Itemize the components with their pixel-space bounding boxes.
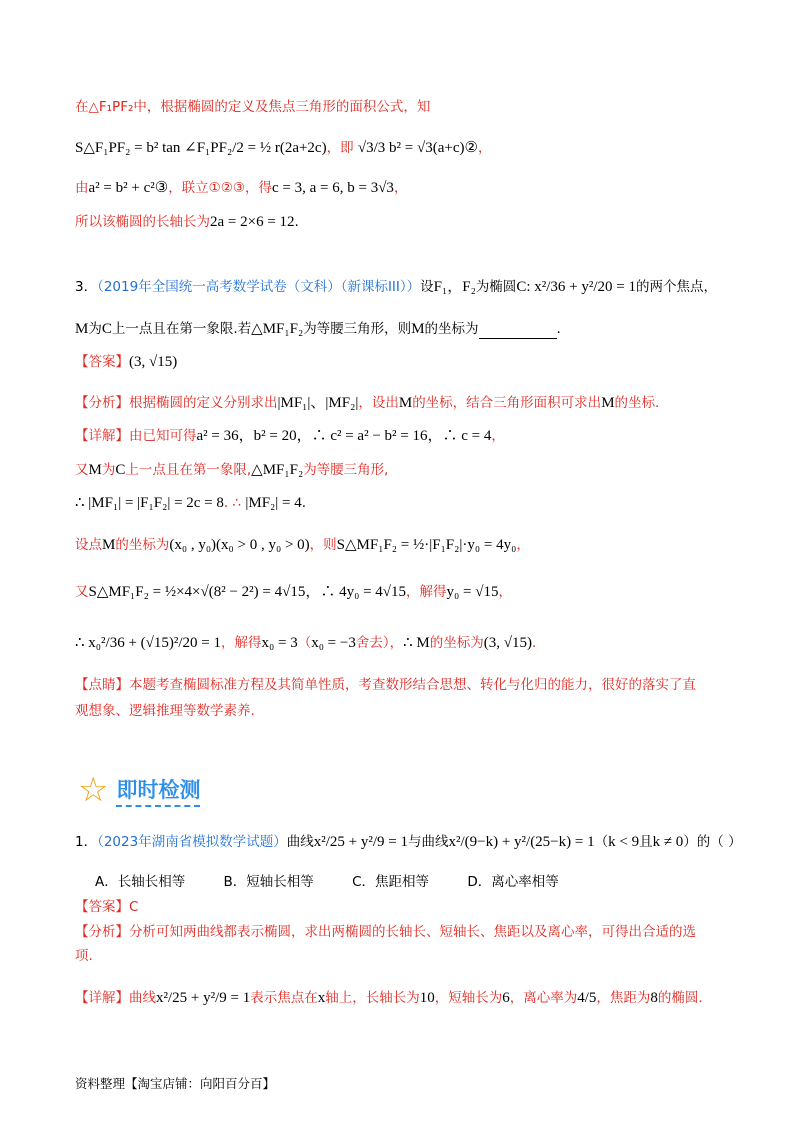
question-3-stem-line-1 [75, 277, 740, 297]
question-3-analysis [75, 393, 740, 413]
math: k ≠ 0 [652, 834, 684, 850]
text: 与曲线 [407, 834, 449, 850]
detail-line-6 [75, 633, 740, 653]
detail-line-2 [75, 460, 740, 480]
question-source: （2023年湖南省模拟数学试题） [97, 834, 287, 850]
text: 轴上，长轴长为 [325, 990, 420, 1006]
answer-tag: 【答案】 [75, 354, 129, 370]
math: M [398, 395, 413, 411]
text: （ [594, 834, 609, 850]
text: ，联立①②③，得 [168, 180, 272, 196]
prev-solution-line-2 [75, 138, 740, 158]
text: 的两个焦点， [635, 279, 717, 295]
text: 为等腰三角形，则 [303, 321, 412, 337]
answer-value: (3, √15) [129, 354, 178, 370]
punct: ， [491, 428, 505, 444]
prev-solution-line-4 [75, 212, 740, 232]
analysis-tag: 【分析】 [75, 395, 129, 411]
math: ∴ |MF₁| = |F₁F₂| = 2c = 8 [75, 495, 224, 511]
text: 表示焦点在 [250, 990, 318, 1006]
analysis-tag: 【分析】 [75, 924, 129, 940]
detail-line-4 [75, 535, 740, 555]
math: S△MF₁F₂ = ½·|F₁F₂|·y₀ = 4y₀ [336, 537, 517, 553]
math: 4/5 [577, 990, 597, 1006]
text: . ∴ [223, 495, 242, 511]
question-number: 1． [75, 834, 98, 850]
major-axis-result: 2a = 2×6 = 12 [210, 214, 295, 230]
math: M [88, 462, 102, 478]
math: △MF₁F₂ [251, 321, 304, 337]
text: 为 [88, 321, 102, 337]
connector-text: ，即 [326, 140, 354, 156]
text: 舍去）， [355, 635, 404, 651]
text: 由 [75, 180, 89, 196]
text: 的坐标为 [429, 635, 484, 651]
comment-line-1 [75, 675, 740, 695]
math: (x₀ , y₀)(x₀ > 0 , y₀ > 0) [169, 537, 310, 553]
math: △MF₁F₂ [251, 462, 304, 478]
answer-value: C [129, 899, 139, 915]
text: 的坐标，结合三角形面积可求出 [412, 395, 602, 411]
detail-line-1 [75, 426, 740, 446]
question-source: （2019年全国统一高考数学试卷（文科）（新课标III）） [97, 279, 421, 295]
text: （ [297, 635, 312, 651]
detail-tag: 【详解】 [75, 428, 129, 444]
question-3-answer [75, 352, 740, 372]
text: 曲线 [129, 990, 156, 1006]
question-1-analysis-line-1 [75, 922, 740, 942]
text: ，解得 [221, 635, 262, 651]
text: 由已知可得 [129, 428, 197, 444]
math: a² = 36，b² = 20，∴ c² = a² − b² = 16，∴ c = 4 [196, 428, 492, 444]
text: 设点 [75, 537, 102, 553]
math: x²/25 + y²/9 = 1 [156, 990, 251, 1006]
math: C [101, 321, 112, 337]
text: 分析可知两曲线都表示椭圆，求出两椭圆的长轴长、短轴长、焦距以及离心率，可得出合适的选 [129, 924, 696, 940]
text: 的坐标. [614, 395, 660, 411]
math: x²/(9−k) + y²/(25−k) = 1 [448, 834, 595, 850]
detail-tag: 【详解】 [75, 990, 129, 1006]
punct: . [294, 214, 299, 230]
answer-tag: 【答案】 [75, 899, 129, 915]
text: ，短轴长为 [434, 990, 503, 1006]
detail-line-3 [75, 493, 740, 513]
option-b[interactable]: B．短轴长相等 [223, 874, 314, 890]
ellipse-equation: C: x²/36 + y²/20 = 1 [516, 279, 636, 295]
star-icon: ☆ [78, 770, 109, 810]
math: ∴ x₀²/36 + (√15)²/20 = 1 [75, 635, 221, 651]
text: ）的（ ） [683, 834, 742, 850]
punct: ， [498, 584, 512, 600]
text: 设 [420, 279, 434, 295]
math: x²/25 + y²/9 = 1 [313, 834, 408, 850]
text: ，解得 [406, 584, 447, 600]
prev-solution-line-1: 在△F₁PF₂中，根据椭圆的定义及焦点三角形的面积公式，知 [75, 99, 431, 115]
math: M [601, 395, 615, 411]
text: ，焦距为 [596, 990, 651, 1006]
text: 且 [639, 834, 653, 850]
area-formula: S△F₁PF₂ = b² tan ∠F₁PF₂/2 = ½ r(2a+2c) [75, 140, 327, 156]
question-1-detail [75, 988, 740, 1008]
text: ，设出 [358, 395, 399, 411]
text: 的坐标为 [115, 537, 170, 553]
detail-line-5 [75, 582, 740, 602]
math: ∴ M [403, 635, 430, 651]
punct: ， [477, 140, 492, 156]
math: F₁，F₂ [433, 279, 476, 295]
punct: . [531, 635, 537, 651]
math: |MF₂| = 4 [245, 495, 302, 511]
comment-tag: 【点睛】 [75, 677, 129, 693]
text: 根据椭圆的定义分别求出 [129, 395, 278, 411]
question-1-options [95, 872, 740, 892]
math: M [411, 321, 425, 337]
math: 6 [502, 990, 510, 1006]
question-1-analysis-line-2: 项. [75, 948, 93, 964]
comment-line-2: 观想象、逻辑推理等数学素养. [75, 703, 255, 719]
text: 本题考查椭圆标准方程及其简单性质，考查数形结合思想、转化与化归的能力，很好的落实了直 [129, 677, 696, 693]
math: |MF₁|、|MF₂| [277, 395, 359, 411]
math: x₀ = 3 [261, 635, 298, 651]
text: ，离心率为 [509, 990, 578, 1006]
equation-3: a² = b² + c²③ [88, 180, 169, 196]
punct: ， [393, 180, 408, 196]
text: 为 [101, 462, 116, 478]
math: 8 [650, 990, 658, 1006]
text: 上一点且在第一象限.若 [111, 321, 252, 337]
text: 上一点且在第一象限, [125, 462, 252, 478]
option-a[interactable]: A．长轴长相等 [95, 874, 186, 890]
question-3-stem-line-2 [75, 319, 740, 339]
answer-blank [479, 324, 557, 339]
math: M [75, 321, 89, 337]
text: 所以该椭圆的长轴长为 [75, 214, 210, 230]
text: 又 [75, 584, 89, 600]
math: S△MF₁F₂ = ½×4×√(8² − 2²) = 4√15，∴ 4y₀ = 4√15 [88, 584, 407, 600]
question-1-answer [75, 897, 740, 917]
text: 为等腰三角形, [303, 462, 389, 478]
footer-text: 资料整理【淘宝店铺：向阳百分百】 [75, 1076, 276, 1091]
math: k < 9 [608, 834, 640, 850]
text: 的坐标为 [424, 321, 479, 337]
prev-solution-line-3 [75, 178, 740, 198]
math: x [317, 990, 326, 1006]
text: 为椭圆 [475, 279, 517, 295]
question-number: 3． [75, 279, 98, 295]
math: y₀ = √15 [446, 584, 499, 600]
section-header [78, 770, 200, 810]
math: C [115, 462, 126, 478]
text: 又 [75, 462, 89, 478]
option-d[interactable]: D．离心率相等 [467, 874, 559, 890]
option-c[interactable]: C．焦距相等 [352, 874, 430, 890]
math: (3, √15) [483, 635, 532, 651]
math: 10 [419, 990, 435, 1006]
solution-values: c = 3, a = 6, b = 3√3 [272, 180, 394, 196]
punct: . [301, 495, 307, 511]
section-title: 即时检测 [116, 774, 200, 807]
text: ，则 [309, 537, 337, 553]
punct: ， [516, 537, 530, 553]
question-1-stem [75, 832, 740, 852]
math: x₀ = −3 [311, 635, 356, 651]
equation-2: √3/3 b² = √3(a+c)② [357, 140, 478, 156]
text: 的椭圆. [657, 990, 703, 1006]
punct: . [556, 321, 561, 337]
text: 曲线 [286, 834, 314, 850]
math: M [102, 537, 116, 553]
